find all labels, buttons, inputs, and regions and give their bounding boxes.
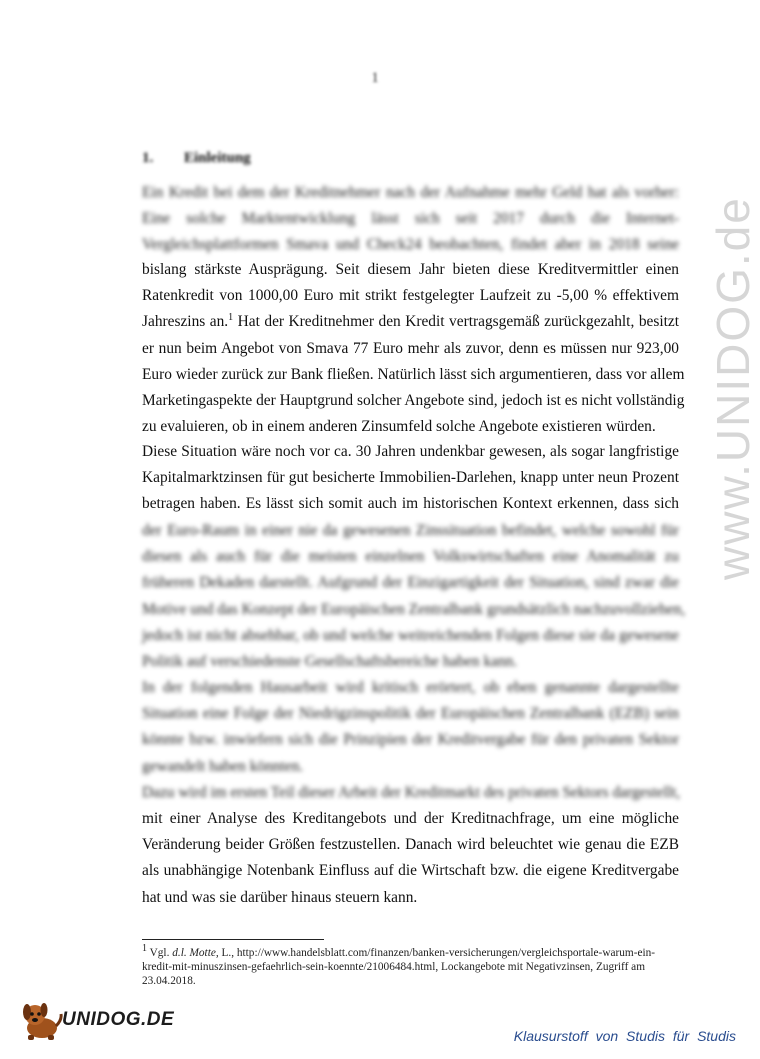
page-number: 1 [371, 70, 379, 86]
footnote-line: kredit-mit-minuszinsen-gefaehrlich-sein-koennte/21006484.html, Lockangebote mit Negativzinsen, Zugriff am [142, 961, 645, 973]
paragraph-history-blurred [142, 518, 686, 675]
text-line: diesen als auch für die meisten einzelnen Volkswirtschaften eine Anomalität zu [142, 548, 679, 566]
footnote-divider [142, 939, 324, 940]
paragraph-intro-blurred [142, 180, 679, 259]
text-line: Ein Kredit bei dem der Kreditnehmer nach der Aufnahme mehr Geld hat als vorher: [142, 184, 679, 201]
footnote-marker: 1 [228, 312, 234, 324]
paragraph-structure-blurred [142, 780, 679, 806]
footnote-line [142, 943, 682, 960]
text-fragment: Jahreszins an. [142, 313, 229, 331]
text-line: Motive und das Konzept der Europäischen Zentralbank grundsätzlich nachzuvollziehen, [142, 600, 686, 618]
tagline: Klausurstoff von Studis für Studis [513, 1028, 736, 1044]
paragraph-structure [142, 806, 679, 911]
text-line: hat und was sie darüber hinaus steuern kann. [142, 888, 418, 906]
text-line-with-footnote [142, 309, 679, 335]
text-line: er nun beim Angebot von Smava 77 Euro mehr als zuvor, denn es müssen nur 923,00 [142, 339, 679, 357]
text-line: zu evaluieren, ob in einem anderen Zinsumfeld solche Angebote existieren würden. [142, 418, 656, 436]
text-line: Ratenkredit von 1000,00 Euro mit strikt festgelegter Laufzeit zu -5,00 % effektivem [142, 287, 679, 305]
text-line: bislang stärkste Ausprägung. Seit diesem Jahr bieten diese Kreditvermittler einen [142, 261, 679, 278]
text-line: Situation eine Folge der Niedrigzinspolitik der Europäischen Zentralbank (EZB) sein [142, 705, 679, 723]
footnote-author: d.l. Motte, [172, 947, 219, 959]
section-title: Einleitung [184, 150, 251, 166]
section-number: 1. [142, 150, 154, 166]
text-line: Veränderung beider Größen festzustellen. Danach wird beleuchtet wie genau die EZB [142, 836, 679, 854]
text-line: Euro wieder zurück zur Bank fließen. Natürlich lässt sich argumentieren, dass vor allem [142, 365, 685, 383]
text-line: könnte bzw. inwiefern sich die Prinzipien der Kreditvergabe für den privaten Sektor [142, 731, 679, 749]
text-line: Marketingaspekte der Hauptgrund solcher Angebote sind, jedoch ist es nicht vollständig [142, 392, 685, 410]
footnote-text: L., http://www.handelsblatt.com/finanzen/banken-versicherungen/vergleichsportale-warum-ein- [218, 947, 656, 959]
text-line: Kapitalmarktzinsen für gut besicherte Immobilien-Darlehen, knapp unter neun Prozent [142, 469, 679, 487]
watermark: www.UNIDOG.de [707, 196, 759, 580]
text-line: Politik auf verschiedenste Gesellschaftsbereiche haben kann. [142, 653, 518, 671]
text-line: jedoch ist nicht absehbar, ob und welche weitreichenden Folgen diese sie da gewesene [142, 626, 679, 644]
dog-mascot-icon [18, 998, 64, 1042]
paragraph-thesis-blurred [142, 675, 679, 780]
text-line: Dazu wird im ersten Teil dieser Arbeit der Kreditmarkt des privaten Sektors dargestellt, [142, 784, 681, 801]
text-line: mit einer Analyse des Kreditangebots und der Kreditnachfrage, um eine mögliche [142, 810, 679, 827]
unidog-logo [18, 998, 174, 1042]
text-line: In der folgenden Hausarbeit wird kritisch erörtert, ob eben genannte dargestellte [142, 679, 679, 696]
paragraph-intro [142, 257, 685, 440]
paragraph-history [142, 439, 679, 518]
footnote-number: 1 [142, 943, 147, 955]
text-fragment: Hat der Kreditnehmer den Kredit vertragsgemäß zurückgezahlt, besitzt [237, 313, 679, 331]
text-line: gewandelt haben könnten. [142, 757, 304, 775]
text-line: früheren Dekaden darstellt. Aufgrund der Einzigartigkeit der Situation, sind zwar die [142, 574, 679, 592]
footnote-prefix: Vgl. [149, 947, 173, 959]
text-line: Vergleichsplattformen Smava und Check24 beobachten, findet aber in 2018 seine [142, 236, 679, 254]
text-line: als unabhängige Notenbank Einfluss auf die Wirtschaft bzw. die eigene Kreditvergabe [142, 862, 679, 880]
text-line: Diese Situation wäre noch vor ca. 30 Jahren undenkbar gewesen, als sogar langfristige [142, 443, 679, 460]
logo-text: UNIDOG.DE [62, 1009, 175, 1030]
section-heading [142, 150, 251, 167]
footnote [142, 943, 682, 988]
text-line: der Euro-Raum in einer nie da gewesenen Zinssituation befindet, welche sowohl für [142, 522, 679, 539]
text-line: betragen haben. Es lässt sich somit auch im historischen Kontext erkennen, dass sich [142, 495, 679, 513]
footnote-line: 23.04.2018. [142, 975, 196, 987]
text-line: Eine solche Marktentwicklung lässt sich seit 2017 durch die Internet- [142, 210, 679, 228]
